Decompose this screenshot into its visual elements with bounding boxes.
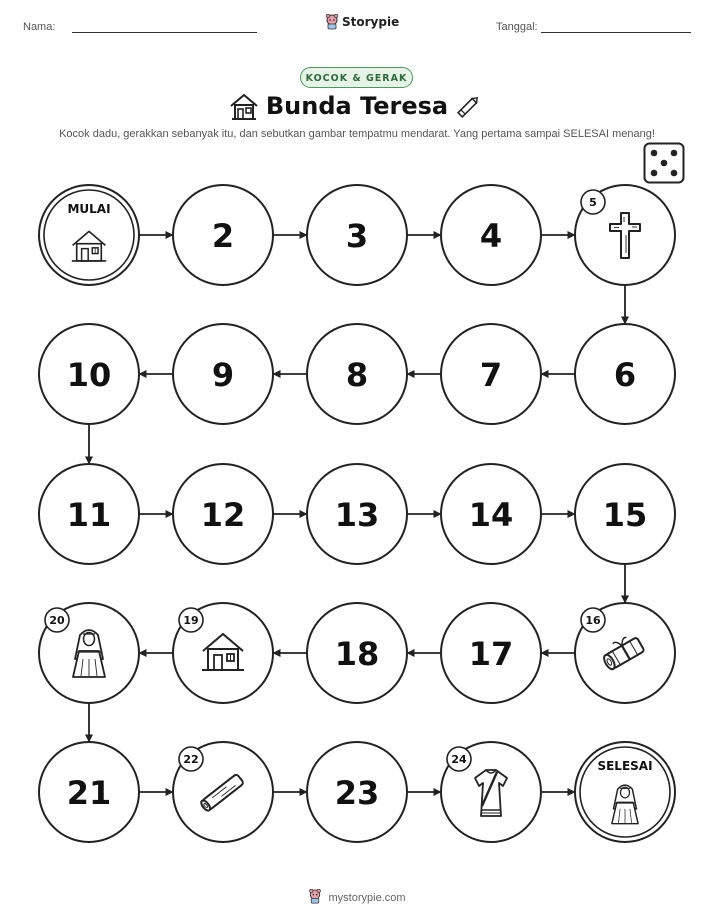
start-space (39, 185, 139, 285)
space-number: 6 (613, 356, 637, 394)
date-label: Tanggal: (496, 21, 538, 33)
footer-mascot-icon (308, 889, 322, 907)
space-number: 15 (602, 496, 648, 534)
footer-site: mystorypie.com (328, 892, 406, 904)
board-space-4 (441, 185, 541, 285)
space-number-badge-label: 22 (183, 753, 199, 766)
page-title: Bunda Teresa (265, 92, 449, 120)
space-number: 10 (66, 356, 112, 394)
board-space-18 (307, 603, 407, 703)
space-number-badge-label: 5 (589, 196, 597, 209)
instructions-text: Kocok dadu, gerakkan sebanyak itu, dan sebutkan gambar tempatmu mendarat. Yang pertama sampai SELESAI menang! (59, 128, 655, 140)
board-space-11 (39, 464, 139, 564)
space-number-badge-label: 16 (585, 614, 601, 627)
brand-name: Storypie (342, 15, 400, 29)
board-space-15 (575, 464, 675, 564)
board-space-9 (173, 324, 273, 424)
footer (0, 889, 714, 907)
board-spaces (39, 185, 675, 842)
board-space-3 (307, 185, 407, 285)
board-space-21 (39, 742, 139, 842)
board-space-8 (307, 324, 407, 424)
finish-label: SELESAI (597, 759, 653, 773)
space-number: 11 (66, 496, 112, 534)
space-number: 12 (200, 496, 246, 534)
space-number-badge-label: 19 (183, 614, 199, 627)
finish-space (575, 742, 675, 842)
space-number: 23 (334, 774, 380, 812)
board-space-16 (575, 603, 675, 703)
space-number: 21 (66, 774, 112, 812)
space-number: 14 (468, 496, 514, 534)
board-space-2 (173, 185, 273, 285)
board-space-10 (39, 324, 139, 424)
board-space-19 (173, 603, 273, 703)
space-number-badge-label: 24 (451, 753, 467, 766)
board-space-5 (575, 185, 675, 285)
space-number: 4 (479, 217, 503, 255)
board-space-6 (575, 324, 675, 424)
activity-badge: KOCOK & GERAK (300, 67, 413, 88)
board-space-13 (307, 464, 407, 564)
space-number: 17 (468, 635, 514, 673)
space-circle (39, 185, 139, 285)
board-space-7 (441, 324, 541, 424)
space-number: 3 (345, 217, 369, 255)
board-space-12 (173, 464, 273, 564)
board-space-22 (173, 742, 273, 842)
board-space-14 (441, 464, 541, 564)
board-space-17 (441, 603, 541, 703)
space-number: 9 (211, 356, 235, 394)
space-number-badge-label: 20 (49, 614, 65, 627)
space-number: 13 (334, 496, 380, 534)
board-space-24 (441, 742, 541, 842)
board-space-23 (307, 742, 407, 842)
space-number: 8 (345, 356, 369, 394)
board-space-20 (39, 603, 139, 703)
name-label: Nama: (23, 21, 56, 33)
space-number: 2 (211, 217, 235, 255)
space-number: 18 (334, 635, 380, 673)
space-number: 7 (479, 356, 503, 394)
start-label: MULAI (67, 202, 111, 216)
